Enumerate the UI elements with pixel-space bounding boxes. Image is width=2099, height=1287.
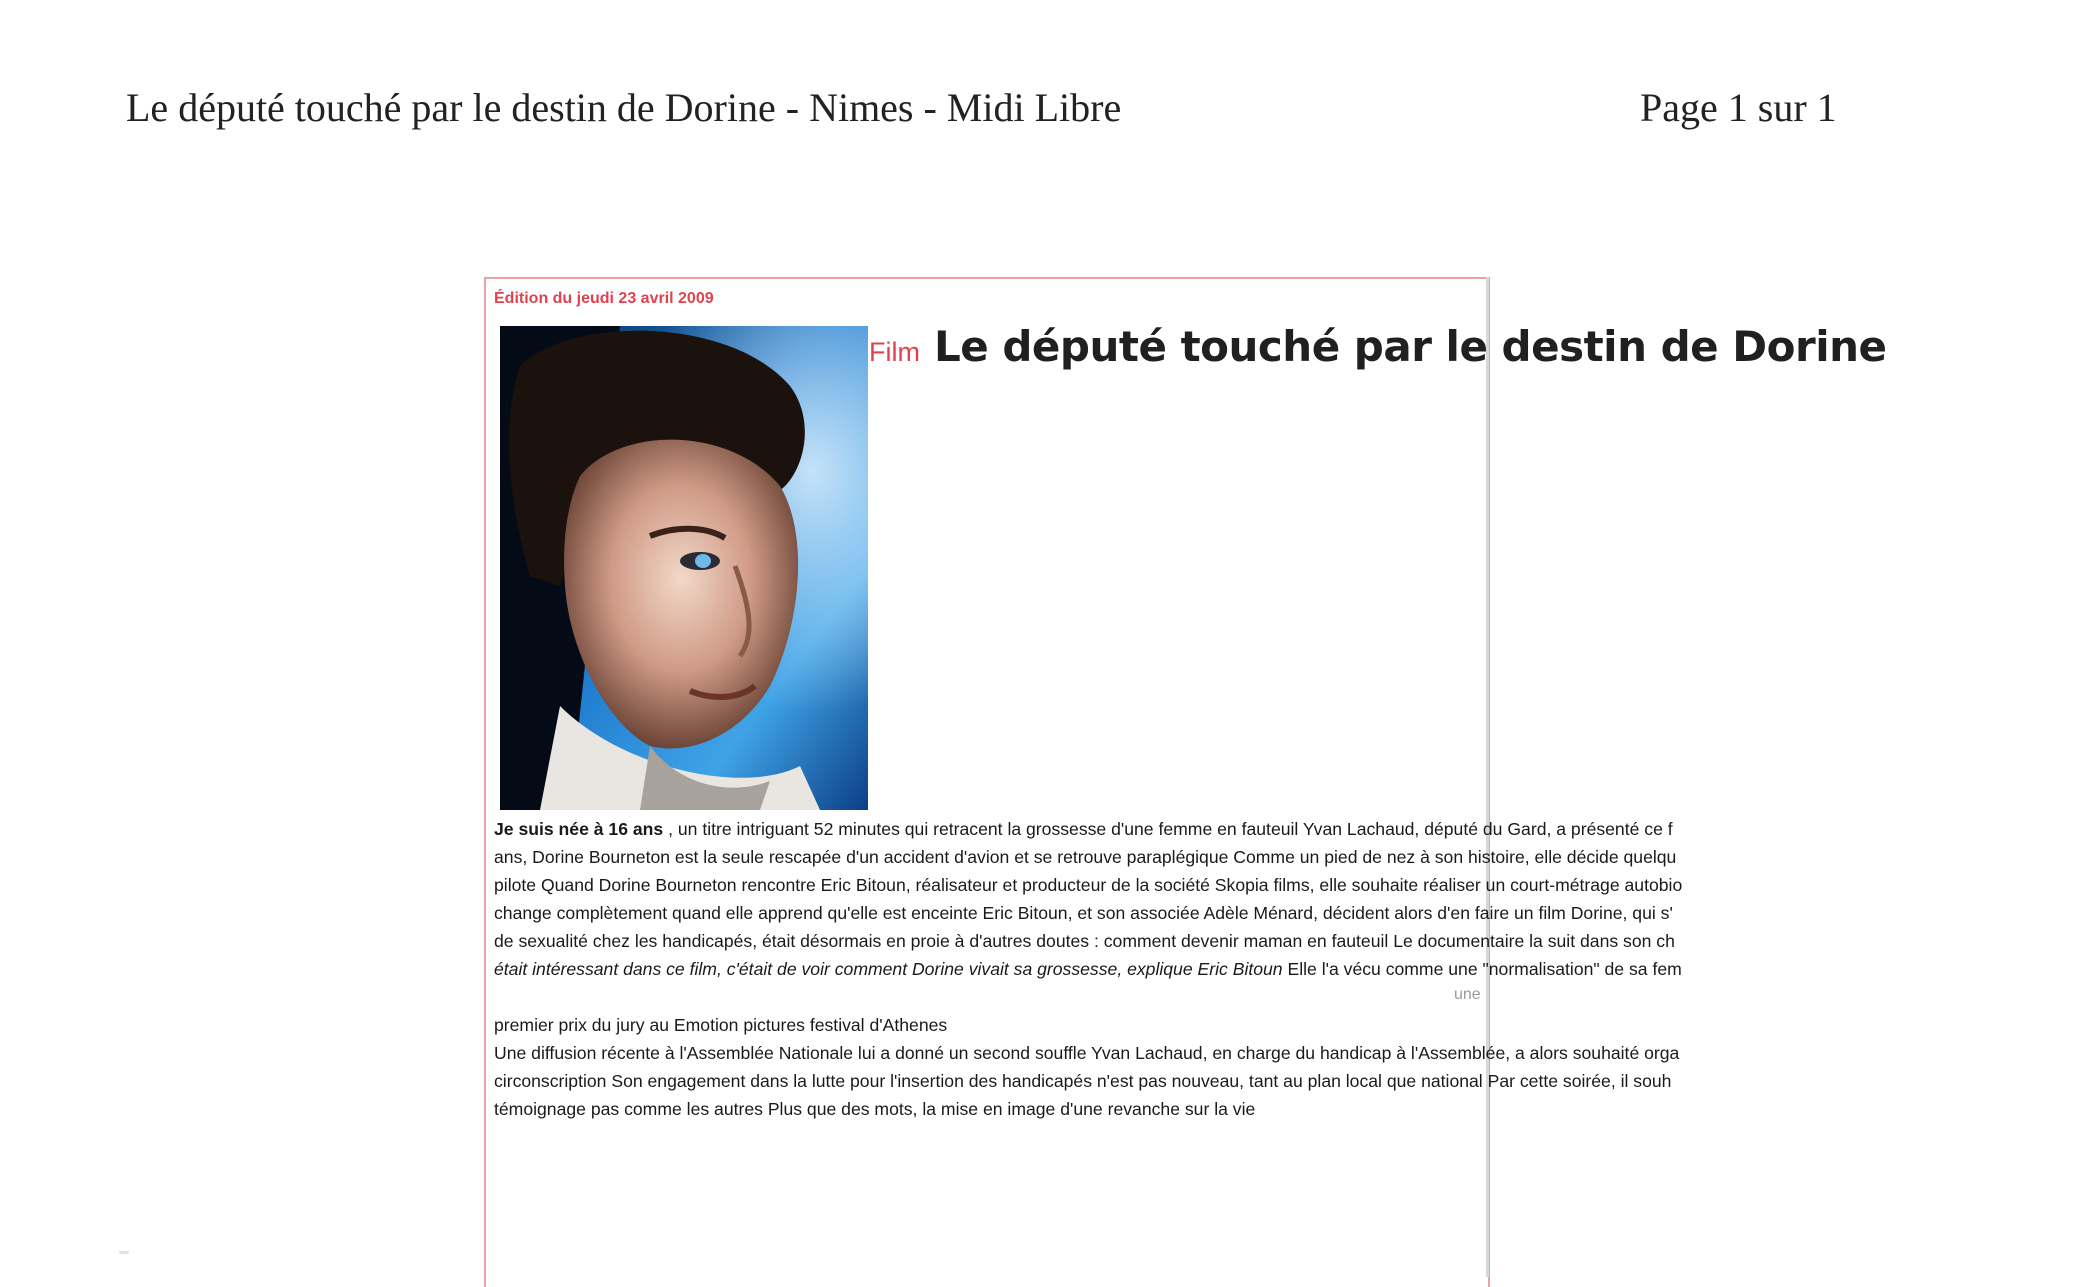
body-line-text: Elle l'a vécu comme une "normalisation" de sa fem (1282, 959, 1682, 979)
body-line (494, 815, 1846, 843)
body-line-text: de sexualité chez les handicapés, était désormais en proie à d'autres doutes : comment devenir maman en fauteuil Le documentaire la suit dans son ch (494, 931, 1675, 951)
article-body (494, 815, 1846, 1127)
body-line-text: circonscription Son engagement dans la lutte pour l'insertion des handicapés n'est pas nouveau, tant au plan local que national Par cette soirée, il souh (494, 1071, 1672, 1091)
body-line-text: premier prix du jury au Emotion pictures festival d'Athenes (494, 1015, 948, 1035)
body-line-text: pilote Quand Dorine Bourneton rencontre Eric Bitoun, réalisateur et producteur de la société Skopia films, elle souhaite réaliser un court-métrage autobio (494, 875, 1683, 895)
article-headline: Le député touché par le destin de Dorine (934, 322, 1887, 371)
print-header-title: Le député touché par le destin de Dorine - Nimes - Midi Libre (126, 85, 1122, 130)
body-line-text: ans, Dorine Bourneton est la seule rescapée d'un accident d'avion et se retrouve paraplégique Comme un pied de nez à son histoire, elle décide quelqu (494, 847, 1677, 867)
body-line-text: change complètement quand elle apprend qu'elle est enceinte Eric Bitoun, et son associée Adèle Ménard, décident alors d'en faire un film Dorine, qui s' (494, 903, 1673, 923)
body-line (494, 899, 1846, 927)
body-line (494, 1011, 1846, 1039)
print-page-number: Page 1 sur 1 (1640, 85, 1837, 130)
article-kicker: Film (869, 337, 920, 367)
body-quote: était intéressant dans ce film, c'était de voir comment Dorine vivait sa grossesse, explique Eric Bitoun (494, 959, 1283, 979)
body-line (494, 1039, 1846, 1067)
body-line (494, 955, 1846, 983)
body-lead: Je suis née à 16 ans (494, 819, 664, 839)
scan-artifact (119, 1251, 129, 1254)
body-line (494, 1095, 1846, 1123)
stray-word: une (1454, 986, 1481, 1003)
portrait-photo (500, 326, 868, 810)
body-line (494, 843, 1846, 871)
body-line-text: Une diffusion récente à l'Assemblée Nationale lui a donné un second souffle Yvan Lachaud, en charge du handicap à l'Assemblée, a alors souhaité orga (494, 1043, 1680, 1063)
body-line-text: , un titre intriguant 52 minutes qui retracent la grossesse d'une femme en fauteuil Yvan Lachaud, député du Gard, a présenté ce f (663, 819, 1673, 839)
body-line (494, 927, 1846, 955)
clipped-line (494, 983, 1846, 1011)
body-line (494, 1067, 1846, 1095)
edition-date: Édition du jeudi 23 avril 2009 (494, 290, 714, 307)
body-line (494, 871, 1846, 899)
frame-edge-shadow (1486, 277, 1489, 1277)
body-line-text: témoignage pas comme les autres Plus que des mots, la mise en image d'une revanche sur la vie (494, 1099, 1256, 1119)
